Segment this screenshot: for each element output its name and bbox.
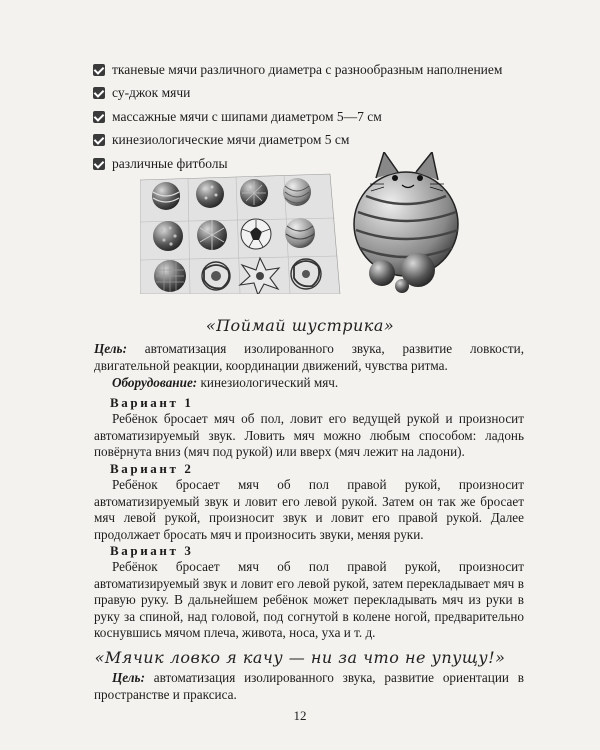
variant-text: Ребёнок бросает мяч об пол правой рукой, произносит автоматизируемый звук и ловит его левой рукой, затем перекладывает мяч в правую руку. В дальнейшем ребёнок может перекладывать мяч из руки в руку за спиной, над головой, под согнутой в колене ногой, предварительно коснувшись мячом плеча, живота, носа, уха и т. д. (94, 559, 524, 640)
list-item: различные фитболы (93, 152, 502, 176)
game-title: «Поймай шустрика» (205, 316, 395, 335)
ball (369, 260, 395, 286)
checkbox-checked-icon (93, 87, 105, 99)
variant-text: Ребёнок бросает мяч об пол, ловит его ведущей рукой и произносит автоматизируемый звук. Ловить мяч можно любым способом: ладонь повёрнута вниз (мяч под рукой) или вверх (мяч лежит на ладони). (94, 411, 524, 459)
cat-fitball (354, 152, 458, 276)
goal-paragraph: Цель: автоматизация изолированного звука, развитие ориентации в пространстве и праксиса. (94, 670, 524, 702)
goal-paragraph: Цель: автоматизация изолированного звука, развитие ловкости, двигательной реакции, координации движений, чувства ритма. (94, 341, 524, 373)
ball (197, 220, 227, 250)
list-item: массажные мячи с шипами диаметром 5—7 см (93, 105, 502, 129)
variant-heading: Вариант 2 (110, 461, 194, 476)
ball (153, 221, 183, 251)
equipment-paragraph: Оборудование: кинезиологический мяч. (112, 375, 339, 390)
ball (152, 182, 180, 210)
ball (154, 260, 186, 292)
variant-heading: Вариант 1 (110, 395, 194, 410)
list-item: тканевые мячи различного диаметра с разнообразным наполнением (93, 58, 502, 82)
page-number: 12 (293, 708, 307, 723)
checkbox-checked-icon (93, 111, 105, 123)
checkbox-checked-icon (93, 134, 105, 146)
ball (285, 218, 315, 248)
ball (283, 178, 311, 206)
ball (241, 219, 271, 249)
game-title: «Мячик ловко я качу — ни за что не упущу!» (94, 648, 506, 667)
list-item: кинезиологические мячи диаметром 5 см (93, 129, 502, 153)
checkbox-checked-icon (93, 64, 105, 76)
list-item: су-джок мячи (93, 82, 502, 106)
ball (240, 179, 268, 207)
ball (395, 279, 409, 293)
balls-illustration (140, 152, 460, 294)
variant-text: Ребёнок бросает мяч об пол правой рукой, произносит автоматизируемый звук и ловит его левой рукой. Затем он так же бросает мяч левой рукой, произносит звук и ловит его правой рукой. Далее продолжает бросать мяч и произносить звуки, меняя руки. (94, 477, 524, 542)
checkbox-checked-icon (93, 158, 105, 170)
ball (196, 180, 224, 208)
variant-heading: Вариант 3 (110, 543, 194, 558)
